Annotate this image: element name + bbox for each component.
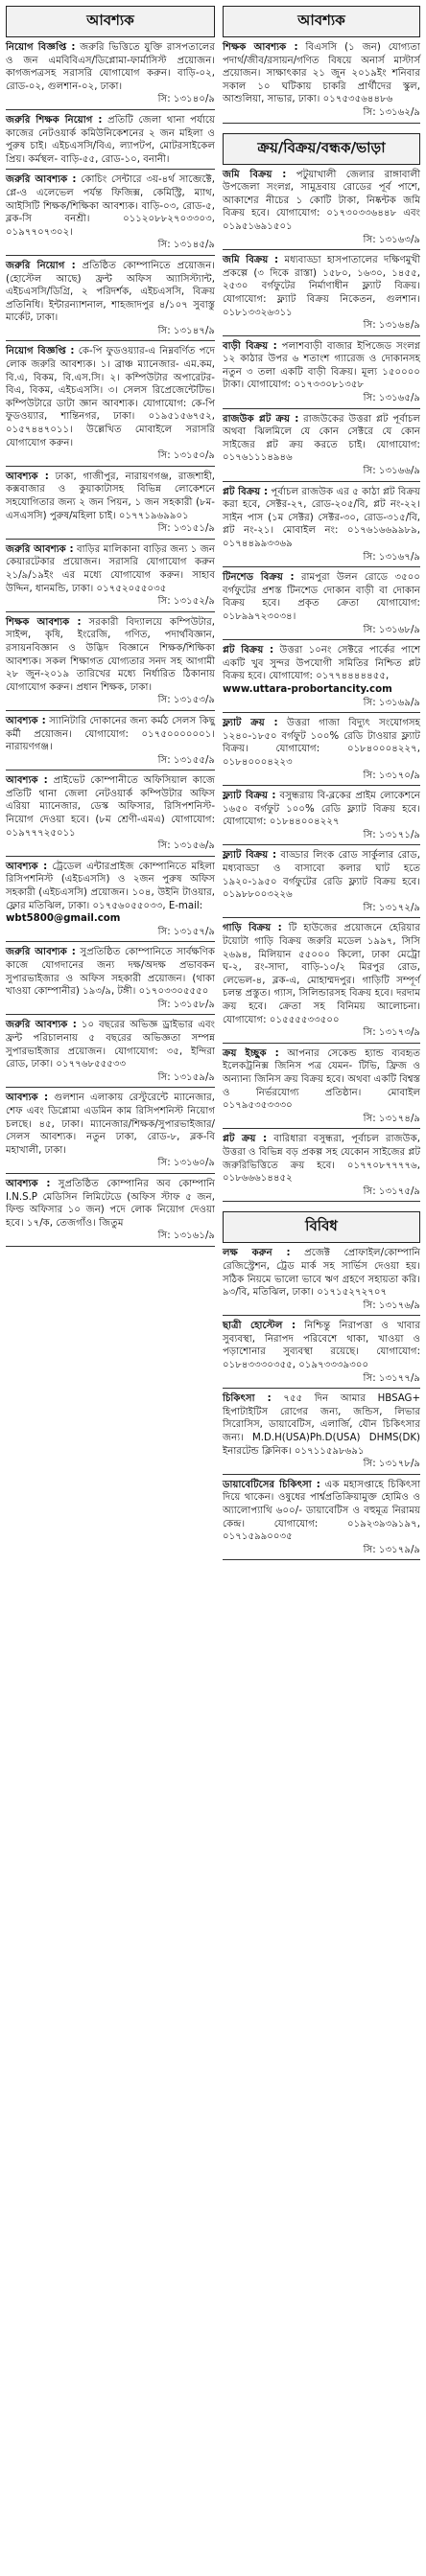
ad-lead: জমি বিক্রয় : [223, 169, 287, 180]
ad-text [223, 1133, 420, 1184]
ad-text [6, 946, 215, 998]
ad-text [223, 1247, 420, 1299]
classified-ad [223, 1320, 420, 1389]
section-header-misc: বিবিধ [223, 1211, 420, 1243]
ad-body: কোচিং সেন্টারে ৩য়-৪র্থ সাব্জেক্টে, প্লে-ও এলেভেল পর্যন্ত ফিজিক্স, কেমিস্ট্রি, ম্যাথ, আইসিটি শিক্ষক/শিক্ষিকা আবশ্যক। বাড়ি-০৩, রোড-৫, ব্লক-সি বনশ্রী। ০১১২০৮৮২৭০৩৩০৩, ০১৯৭৭০৭৩০২। [6, 174, 216, 238]
ad-code: সি: ১৩১৪৭/৯ [157, 325, 215, 336]
ad-lead: টিনশেড বিক্রয় : [223, 572, 295, 584]
ad-lead: চিকিৎসা : [223, 1393, 272, 1405]
ad-divider [6, 340, 215, 341]
ad-code: সি: ১৩১৫২/৯ [157, 596, 215, 608]
section-header-wanted-left: আবশ্যক [6, 6, 215, 37]
ad-divider [6, 255, 215, 256]
ad-lead: জরুরি আবশ্যক : [6, 174, 77, 186]
ad-code: সি: ১৩১৫৬/৯ [157, 840, 215, 852]
ad-text [223, 340, 420, 392]
ad-code: সি: ১৩১৫৯/৯ [157, 1071, 215, 1083]
ad-lead: শিক্ষক আবশ্যক : [6, 616, 82, 628]
ad-text [6, 715, 215, 754]
classified-ad [6, 471, 215, 540]
classified-ad [223, 169, 420, 251]
ad-divider [6, 109, 215, 110]
ad-lead: প্লট বিক্রয় : [223, 645, 274, 656]
ad-code: সি: ১৩১৭৩/৯ [363, 1027, 420, 1039]
ad-code: সি: ১৩১৬৬/৯ [363, 466, 420, 477]
ad-text [6, 861, 215, 926]
ad-body: বিএসসি (১ জন) যোগ্যতা পদার্থ/জীব/রসায়ন/গণিত বিষয়ে অনার্স মাস্টার্স প্রয়োজন। সাক্ষাৎকার ২১ জুন ২০১৯ইং শনিবার সকাল ১০ ঘটিকায় চাকরি প্রার্থীদের স্কুল, আশুলিয়া, সাভার, ঢাকা। ০১৭৫৩৫৬৪৪৮৬ [223, 42, 420, 105]
classified-ad [6, 715, 215, 770]
ad-text [223, 413, 420, 465]
ad-text [6, 616, 215, 695]
ad-lead: ফ্ল্যাট ক্রয় : [223, 718, 278, 729]
ad-text [223, 1047, 420, 1113]
ad-divider [223, 408, 420, 409]
ad-code: সি: ১৩১৫৩/৯ [157, 695, 215, 706]
ad-text [223, 571, 420, 623]
ad-lead: ফ্ল্যাট বিক্রয় : [223, 791, 276, 802]
ad-code: সি: ১৩১৭৯/৯ [363, 1544, 420, 1555]
ad-divider [223, 1474, 420, 1475]
classified-ad [223, 41, 420, 124]
ad-divider [223, 481, 420, 482]
classified-ad [223, 1247, 420, 1316]
ad-divider [223, 844, 420, 845]
ad-body: মধ্যবাড্ডা হাসপাতালের দক্ষিণমুখী প্রকল্পে (৩ দিকে রাস্তা) ১৫৮০, ১৬৩০, ১৪৫৫, ২৫৩০ বর্গফুটের নির্মাণাধীন ফ্ল্যাট বিক্রয়। যোগাযোগ: ফ্ল্যাট বিক্রয় নিকেতন, গুলশান। ০১৮১৩৩২৬৩১১ [223, 255, 420, 318]
ad-divider [223, 639, 420, 640]
ad-text [223, 169, 420, 234]
ad-code: সি: ১৩১৬৮/৯ [363, 624, 420, 635]
ad-body: নিশ্চিন্তু নিরাপত্তা ও খাবার সুব্যবস্থা, নিরাপদ পরিবেশে থাকা, খাওয়া ও পড়াশোনার সুব্যবস্থা রয়েছে। যোগাযোগ: ০১৮৪৩৩৩০৩৫৫, ০১৯৭৩৩৩৯৩০০ [223, 1321, 420, 1371]
ad-divider [6, 1014, 215, 1015]
ad-code: সি: ১৩১৭৮/৯ [363, 1459, 420, 1470]
ad-text [223, 1320, 420, 1371]
ad-code: সি: ১৩১৭১/৯ [363, 829, 420, 840]
ad-lead: প্লট ক্রয় : [223, 1134, 268, 1145]
ad-body: প্রজেক্ট প্রোফাইল/কোম্পানি রেজিস্ট্রেশন, ট্রেড মার্ক সহ সার্ভিস দেওয়া হয়। সঠিক নিয়মে ভালো ভাবে ঋণ গ্রহণে সহায়তা করি। ৯৩/বি, মতিঝিল, ঢাকা। ০১৭১৫২৭২৭০৭ [223, 1248, 420, 1299]
ad-body: বাড্ডার লিংক রোড সার্কুলার রোড, মধ্যবাড্ডা ও বাসাবো কলার ঘাট হতে ১৯২০-১৯৫০ বর্গফুটের রেডি ফ্ল্যাট বিক্রয় হবে। ০১৯৮৮০০৩২২৬ [223, 850, 420, 901]
ad-text [6, 543, 215, 595]
ad-body: আপনার সেকেন্ড হ্যান্ড ব্যবহৃত ইলেকট্রনিক্স জিনিস পত্র যেমন- টিভি, ফ্রিজ ও অন্যান্য জিনিস ক্রয় বিক্রয় হবে। অথবা একটি বিশ্বস্ত ও নির্ভরযোগ্য প্রতিষ্ঠান। মোবাইল ০১৭৯৫৩৫৩৩৩০ [223, 1047, 420, 1112]
ad-divider [223, 1559, 420, 1560]
classified-ad [223, 571, 420, 640]
ad-text [223, 922, 420, 1026]
classified-ad [6, 41, 215, 110]
classified-ad [223, 790, 420, 845]
ad-body: স্যানিটারি দোকানের জন্য কর্মঠ সেলস কিছু কর্মী প্রয়োজন। যোগাযোগ: ০১৭৫০০০০০০১। নারায়ণগঞ্জ। [6, 715, 215, 753]
ad-lead: শিক্ষক আবশ্যক : [223, 42, 298, 53]
classified-ad [223, 1479, 420, 1561]
ad-text [223, 790, 420, 829]
classified-ad [6, 345, 215, 466]
ad-lead: আবশ্যক : [6, 1178, 51, 1189]
classified-ad [223, 717, 420, 786]
ad-lead: জরুরি আবশ্যক : [6, 947, 76, 958]
ad-code: সি: ১৩১৬৫/৯ [363, 393, 420, 404]
ad-body: প্রাইভেট কোম্পানীতে অফিসিয়াল কাজে প্রতিটি থানা জেলা নেটওয়ার্ক কম্পিউটার অফিস এরিয়া ম্যানেজার, ডেস্ক অফিসার, রিসিপশনিস্ট- নিয়োগ দেওয়া হবে। (৮ম শ্রেণী-এমএ) যোগাযোগ: ০১৯৭৭৭২৫০১১ [6, 775, 215, 839]
ad-lead: ক্রয় ইচ্ছুক : [223, 1047, 279, 1059]
ad-divider [6, 611, 215, 612]
ad-lead: রাজউক প্লট ক্রয় : [223, 413, 299, 425]
ad-lead: আবশ্যক : [6, 775, 48, 787]
ad-divider [223, 917, 420, 918]
ad-text [223, 717, 420, 769]
ad-code: সি: ১৩১৭৬/৯ [363, 1300, 420, 1311]
classified-ad [223, 254, 420, 336]
ad-body: পটুয়াখালী জেলার রাঙ্গাবালী উপজেলা সংলগ্ন, সামুদ্রবায় রোডের পূর্ব পাশে, আকাশের নীচের ১ কোটি টাকা, নিষ্কন্টক জমি বিক্রয় হবে। যোগাযোগ: ০১৭৩০৩৩৬৪৪৮ এবং ০১৯৫১৬৯১৫০১ [223, 169, 420, 232]
ad-lead: আবশ্যক : [6, 471, 49, 482]
ad-body: সুপ্রতিষ্ঠিত কোম্পানিতে সার্বক্ষণিক কাজে যোগদানের জন্য দক্ষ/অদক্ষ প্রভাবকন সুপারভাইজার ও অফিস সহকারী প্রয়োজন। (থাকা খাওয়া কোম্পানীর) ১৯৩/৯, টঙ্গী। ০১৭০৩৩০৫৫৫০ [6, 947, 215, 998]
ad-lead: জরুরি নিয়োগ : [6, 260, 76, 271]
classified-ad [6, 861, 215, 943]
ad-code: সি: ১৩১৬২/৯ [363, 106, 420, 118]
ad-code: সি: ১৩১৫৮/৯ [157, 999, 215, 1010]
ad-lead: আবশ্যক : [6, 861, 48, 872]
ad-body: পূর্বাচল রাজউক এর ৫ কাঠা প্লট বিক্রয় করা হবে, সেক্টর-২৭, রোড-২০৫/বি, প্লট নং-২২। সাইন পাস (১ম সেক্টর) সেক্টর-৩০, রোড-৩১৫/বি, প্লট নং-২১। মোবাইল নং: ০১৭৬১৬৬৯৯৮৯, ০১৭৪৪৯৯৩৩৬৯ [223, 486, 420, 549]
ad-divider [223, 1043, 420, 1044]
ad-body: উত্তরা গাজা বিদ্যুৎ সংযোগসহ ১২৪০-১৮৫০ বর্গফুট ১০০% রেডি টাওয়ার ফ্ল্যাট বিক্রয়। যোগাযোগ: ০১৮৪০০০৪২২৭, ০১৮৪০০০৪২২৩ [223, 718, 420, 768]
ad-body: ৭৫৫ দিন আমার HBSAG+ হিপাটাইটিস রোগের জন্য, জন্ডিস, লিভার সিরোসিস, ডায়াবেটিস, এলার্জি, যৌন চিকিৎসার জন্য। M.D.H(USA)Ph.D(USA) DHMS(DK) ইনারটেন্ড ক্লিনিক। ০১৭১১৫৯৮৬৯১ [223, 1393, 420, 1457]
ad-text [223, 849, 420, 901]
classified-ad [6, 1092, 215, 1174]
classified-ad [223, 1392, 420, 1475]
ad-code: সি: ১৩১৬৪/৯ [363, 320, 420, 332]
ad-text [6, 471, 215, 522]
ad-body: বসুন্ধরায় বি-ব্লকের প্রাইম লোকেশনে ১৬৫০ বর্গফুট ১০০% রেডি ফ্ল্যাট বিক্রয় হবে। যোগাযোগ: ০১৮৪৪০০৪২২৭ [223, 791, 421, 828]
ad-email-link[interactable]: wbt5800@gmail.com [6, 913, 121, 925]
classified-ad [6, 616, 215, 711]
ad-divider [223, 712, 420, 713]
ad-text [6, 774, 215, 840]
ad-code: সি: ১৩১৬১/৯ [157, 1230, 215, 1242]
ad-body: কে-পি ফুডওয়্যার-এ নিম্নবর্ণিত পদে লোক জরুরি আবশ্যক। ১। ব্রাঞ্চ ম্যানেজার- এম.কম, বি.এ, বিকম, বি.এস.সি। ২। কম্পিউটার অপারেটর-বিএ, বিকম, এইচএসসি। ৩। সেলস রিপ্রেজেন্টেটিভ। কম্পিউটারে ডাটা জ্ঞান আবশ্যক। যোগাযোগ: কে-পি ফুডওয়্যার, শান্তিনগর, ঢাকা। ০১৯৫১৫৬৭৫২, ০১৫৭৪৪৭০১১। উল্লেখিত মোবাইলে সরাসরি যোগাযোগ করুন। [6, 346, 215, 448]
ad-body: সরকারী বিদ্যালয়ে কম্পিউটার, সাইন্স, কৃষি, ইংরেজি, গণিত, পদার্থবিজ্ঞান, রসায়নবিজ্ঞান ও উদ্ভিদ বিজ্ঞানে শিক্ষক/শিক্ষিকা আবশ্যক। সকল শিক্ষাগত যোগ্যতার সনদ সহ আগামী ২৮ জুন-২০১৯ তারিখের মধ্যে নির্ধারিত ঠিকানায় যোগাযোগ করুন। প্রধান শিক্ষক, ঢাকা। [6, 616, 215, 693]
ad-code: সি: ১৩১৭২/৯ [363, 902, 420, 913]
ad-body: রামপুরা উলন রোডে ৩৫০০ বর্গফুটের প্রশস্ত টিনশেড দোকান বাড়ী বা দোকান বিক্রয় হবে। প্রকৃত ক্রেতা যোগাযোগ: ০১৮৯৯৭২৩০৩৪। [223, 572, 420, 622]
classified-ad [6, 543, 215, 612]
section-header-wanted-right: আবশ্যক [223, 6, 420, 37]
classified-ad [223, 644, 420, 713]
ad-lead: জরুরি শিক্ষক নিয়োগ : [6, 114, 103, 126]
ad-divider [6, 466, 215, 467]
classified-ad [223, 849, 420, 918]
classified-ad [6, 173, 215, 256]
classified-ad [6, 774, 215, 857]
ad-divider [223, 566, 420, 567]
ad-code: সি: ১৩১৫০/৯ [157, 450, 215, 462]
ad-divider [223, 1201, 420, 1202]
classified-ad [223, 922, 420, 1043]
ad-code: সি: ১৩১৫৫/৯ [157, 754, 215, 766]
classified-ad [223, 340, 420, 409]
ad-lead: নিয়োগ বিজ্ঞপ্তি : [6, 42, 76, 53]
ad-code: সি: ১৩১৬৭/৯ [363, 551, 420, 563]
classified-ad [6, 1178, 215, 1247]
ad-text [6, 173, 215, 239]
misc-ads-list [223, 1247, 420, 1560]
ad-code: সি: ১৩১৬০/৯ [157, 1158, 215, 1169]
classified-ad [6, 260, 215, 342]
classified-ad [223, 1047, 420, 1130]
ad-body: পলাশবাড়ী বাজার ইপিজেড সংলগ্ন ১২ কাঠার উপর ৬ শতাংশ গ্যারেজ ও দোকানসহ নতুন ৩ তলা একটি বাড়ী বিক্রয়। মূল্য ১৫০০০০ টাকা। যোগাযোগ: ০১৭৩৩০৮১৩৫৮ [223, 340, 420, 391]
ad-body: বাড়ির মালিকানা বাড়ির জন্য ১ জন কেয়ারটেকার প্রয়োজন। সরাসরি যোগাযোগ করুন ২১/৯/১৯ইং এর মধ্যে যোগাযোগ করুন। সাহাব উদ্দিন, ধানমন্ডি, ঢাকা। ০১৭৫২০৫৫০৩৫ [6, 543, 215, 594]
ad-divider [6, 169, 215, 170]
ad-divider [223, 785, 420, 786]
ad-text [6, 345, 215, 449]
ad-text [6, 41, 215, 93]
ad-website-link[interactable]: www.uttara-probortancity.com [223, 683, 392, 695]
ad-code: সি: ১৩১৭০/৯ [363, 770, 420, 781]
ad-code: সি: ১৩১৬৯/৯ [363, 697, 420, 708]
ad-text [6, 1092, 215, 1157]
ad-lead: নিয়োগ বিজ্ঞপ্তি : [6, 346, 75, 357]
ad-lead: প্লট বিক্রয় : [223, 486, 269, 497]
ad-code: সি: ১৩১৫৭/৯ [157, 926, 215, 937]
ad-text [6, 1019, 215, 1070]
ad-code: সি: ১৩১৪৫/৯ [157, 240, 215, 251]
ad-text [6, 114, 215, 166]
ad-body: প্রতিষ্ঠিত কোম্পানিতে প্রয়োজন। (হোস্টেল আছে) ফ্রন্ট অফিস অ্যাসিস্ট্যান্ট, এইচএসসি/ডিগ্রি, ২ পরিদর্শক, এইচএসসি, বিক্রয় প্রতিনিধি। ইন্টারন্যাশনাল, শাহজাদপুর ৪/১০৭ সুবাস্তু মার্কেট, ঢাকা। [6, 260, 215, 324]
ad-text [223, 41, 420, 106]
ad-text [223, 254, 420, 319]
ad-text [223, 1392, 420, 1458]
left-ads-list [6, 41, 215, 1247]
left-column [6, 6, 215, 1251]
ad-body: উত্তরা ১০নং সেক্টরে পার্কের পাশে একটি খুব সুন্দর উপযোগী সমিতির নিশ্চিত প্লট বিক্রয় হবে। যোগাযোগ: ০১৭৭৪৪৪৪৪৫৫, [223, 645, 420, 682]
ad-divider [6, 1087, 215, 1088]
ad-code: সি: ১৩১৬৩/৯ [363, 234, 420, 245]
ad-lead: আবশ্যক : [6, 1092, 49, 1104]
ad-divider [223, 1128, 420, 1129]
classified-ad [223, 1133, 420, 1202]
section-header-buy-sell: ক্রয়/বিক্রয়/বন্ধক/ভাড়া [223, 133, 420, 165]
ad-body: জরুরি ভিত্তিতে যুক্তি রাসপতালের ও জন এমবিবিএস/ডিপ্লোমা-ফার্মাসিস্ট প্রয়োজন। কাগজপত্রসহ সরাসরি যোগাযোগ করুন। বাড়ি-০২, রোড-০২, গুলশান-০২, ঢাকা। [6, 42, 215, 92]
ad-divider [6, 1173, 215, 1174]
ad-lead: আবশ্যক : [6, 715, 46, 726]
right-ads-list [223, 41, 420, 124]
ad-lead: জরুরি আবশ্যক : [6, 543, 74, 555]
ad-body: ১০ বছরের অভিজ্ঞ ড্রাইভার এবং ফ্রন্ট পরিচালনায় ৫ বছরের অভিজ্ঞতা সম্পন্ন সুপারভাইজার প্রয়োজন। যোগাযোগ: ৩৫, ইন্দিরা রোড, ঢাকা। ০১৭৭৬৮৫৫৫৩৩ [6, 1020, 216, 1070]
ad-divider [223, 123, 420, 124]
ad-code: সি: ১৩১৭৭/৯ [363, 1372, 420, 1384]
ad-lead: লক্ষ করুন : [223, 1248, 291, 1259]
ad-body: প্রতিটি জেলা থানা পর্যায়ে কাজের নেটওয়ার্ক কমিউনিকেশনের ২ জন মহিলা ও পুরুষ চাই। এইচএসসি/বিএ, ল্যাপটপ, মোটরসাইকেল প্রিয়। কর্মস্থল- বাড়ি-৫৫, রোড-১০, বনানী। [6, 114, 215, 165]
ad-text [223, 486, 420, 551]
ad-lead: জমি বিক্রয় : [223, 255, 279, 266]
ad-lead: গাড়ি বিক্রয় : [223, 923, 282, 934]
ad-body: গুলশান এলাকায় রেস্টুরেন্টে ম্যানেজার, শেফ এবং ডিপ্লোমা এডমিন কাম রিসিপশনিস্ট নিয়োগ চলছে। ৪৫, ঢাকা। ম্যানেজার/শিক্ষক/সুপারভাইজার/সেলস আবশ্যক। নতুন ঢাকা, রোড-৮, ব্লক-বি মহাখালী, ঢাকা। [6, 1092, 215, 1156]
ad-lead: জরুরি আবশ্যক : [6, 1020, 77, 1031]
ad-body: রাজউকের উত্তরা প্লট পূর্বাচল অথবা ঝিলমিলে যে কোন সেক্টরে যে কোন সাইজের প্লট ক্রয় করতে চাই। যোগাযোগ: ০১৭৬১১১৪৯৪৬ [223, 413, 420, 464]
ad-divider [6, 941, 215, 942]
ad-code: সি: ১৩১৪০/৯ [157, 94, 215, 105]
ad-divider [6, 1246, 215, 1247]
ad-body: সুপ্রতিষ্ঠিত কোম্পানির অব কোম্পানি I.N.S.P মেডিসিন লিমিটেডে (অফিস স্টাফ ৫ জন, ফিল্ড অফিসার ১০ জন) পদে লোক নিয়োগ দেওয়া হবে। ১৭/ক, তেজগাঁও। জিতুম [6, 1178, 215, 1229]
ad-lead: ফ্ল্যাট বিক্রয় : [223, 850, 277, 862]
ad-divider [223, 335, 420, 336]
ad-lead: বাড়ী বিক্রয় : [223, 340, 277, 352]
classified-ad [6, 1019, 215, 1088]
ad-body: টি হাউজের প্রয়োজনে হেরিয়ার টয়োটা গাড়ি বিক্রয় জরুরি মডেল ১৯৯৭, সিসি ২৬৯৪, মিলিয়ান ৫৫০০০ কিলো, ঢাকা মেট্রো ঘ-২, রং-সাদা, বাড়ি-১০/২ মিরপুর রোড, লেভেল-৪, ব্লক-এ, মোহাম্মদপুর। গাড়িটি সম্পূর্ণ চলন্ত প্রস্তুত। গ্যাস, সিলিন্ডারসহ বিক্রয় হবে। দরদাম ক্রয় হবে। ক্রেতা সহ বিনিময় আলোচনা। যোগাযোগ: ০১৫৫৫৫৩৩৫০০ [223, 923, 420, 1025]
ad-divider [6, 539, 215, 540]
ad-body: ট্রেডেল এন্টারপ্রাইজ কোম্পানিতে মহিলা রিসিপশনিস্ট (এইচএসসি) ও ২জন পুরুষ অফিস সহকারী (এইচএসসি) প্রয়োজন। ১০৪, উইনি টাওয়ার, ফ্লোর মতিঝিল, ঢাকা। ০১৭৫৬০৫৫০৩৩, E-mail: [6, 861, 215, 911]
ad-body: বারিধারা বসুন্ধরা, পূর্বাচল রাজউক, উত্তরা ও বিভিন্ন বড় প্রকল্প সহ যেকোন সাইজের প্লট জরুরিভিত্তিতে ক্রয় হবে। ০১৭৭০৮৭৭৭৭৬, ০১৮৬৬৬১৪৪৫২ [223, 1134, 420, 1184]
ad-body: ঢাকা, গাজীপুর, নারায়ণগঞ্জ, রাজশাহী, কক্সবাজার ও কুয়াকাটাসহ বিভিন্ন লোকেশনে সহযোগিতার জন্য ২ জন পিয়ন, ১ জন সহকারী (৮ম-এসএসসি) পুরুষ/মহিলা চাই। ০১৭৭১৯৬৯৯০১ [6, 471, 215, 521]
ad-divider [6, 856, 215, 857]
classified-ad [223, 486, 420, 568]
ad-code: সি: ১৩১৭৫/৯ [363, 1185, 420, 1197]
ad-text [6, 260, 215, 325]
ad-text [223, 644, 420, 696]
ad-divider [223, 1315, 420, 1316]
ad-divider [223, 249, 420, 250]
ad-divider [223, 1388, 420, 1389]
right-column [223, 6, 420, 1564]
ad-lead: ডায়াবেটিসের চিকিৎসা : [223, 1479, 320, 1490]
ad-text [223, 1479, 420, 1544]
ad-code: সি: ১৩১৭৪/৯ [363, 1113, 420, 1124]
ad-divider [6, 710, 215, 711]
ad-code: সি: ১৩১৫১/৯ [157, 523, 215, 535]
buy-sell-ads-list [223, 169, 420, 1203]
classified-ad [223, 413, 420, 482]
ad-body: এক মহাসপ্তাহে চিকিৎসা দিয়ে থাকেন। ওষুধের পার্শ্বপ্রতিক্রিয়ামুক্ত হোমিও ও অ্যালোপ্যাথি ৬০০/- ডায়াবেটিস ও বহুমূত্র নিরাময় কেন্দ্র। যোগাযোগ: ০১৯২৩৯৩৯১৯৭, ০১৭১৫৯৯০০৩৫ [223, 1479, 420, 1543]
ad-text [6, 1178, 215, 1230]
classified-ad [6, 114, 215, 170]
classified-ad [6, 946, 215, 1015]
ad-lead: ছাত্রী হোস্টেল : [223, 1321, 296, 1332]
